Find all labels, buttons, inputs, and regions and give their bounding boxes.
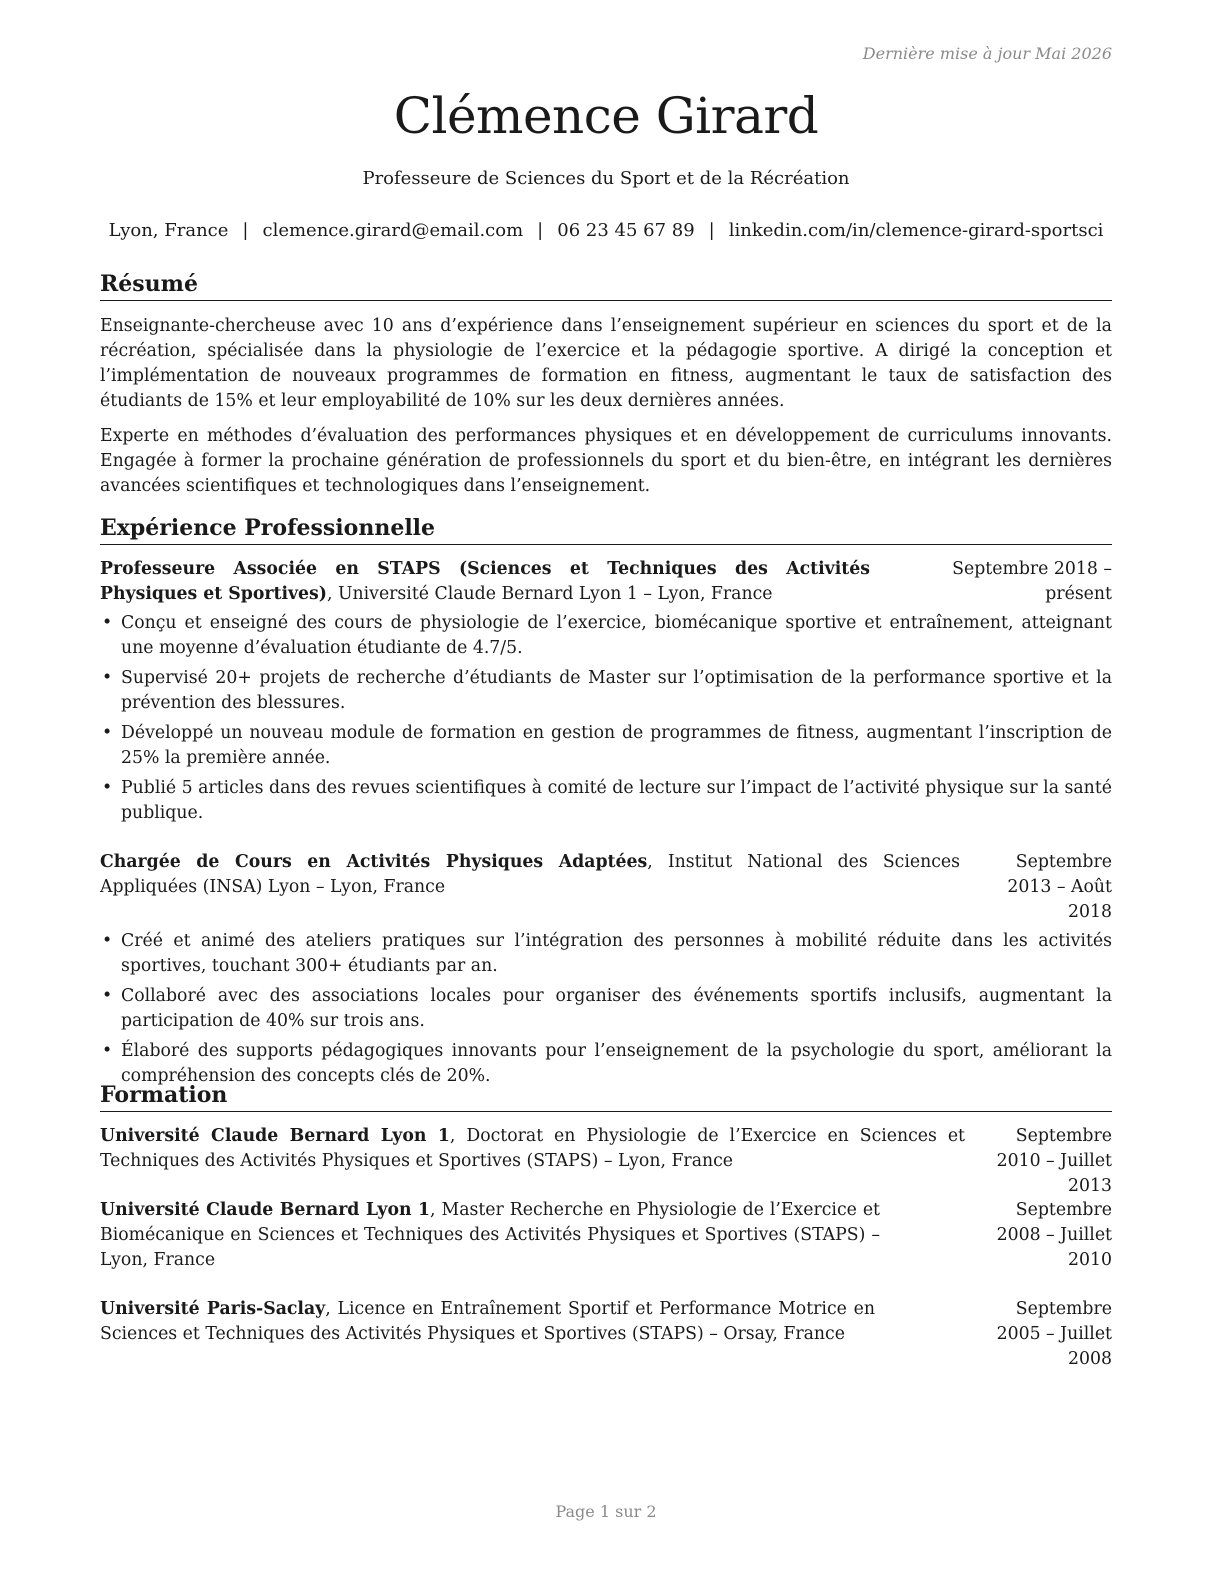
contact-email[interactable]: clemence.girard@email.com (262, 220, 524, 241)
contact-phone[interactable]: 06 23 45 67 89 (557, 220, 695, 241)
experience-entry (100, 850, 1112, 1094)
list-item: • Créé et animé des ateliers pratiques sur l’intégration des personnes à mobilité réduite dans les activités sportives, touchant 300+ étudiants par an. (102, 931, 1112, 976)
education-heading: Formation (100, 1081, 1112, 1112)
job-role: Chargée de Cours en Activités Physiques Adaptées (100, 852, 648, 872)
education-entry (100, 1198, 1112, 1273)
list-item: • Conçu et enseigné des cours de physiologie de l’exercice, biomécanique sportive et entraînement, atteignant une moyenne d’évaluation étudiante de 4.7/5. (102, 613, 1112, 658)
contact-location: Lyon, France (108, 220, 229, 241)
job-dates: Septembre 2018 – présent (952, 559, 1112, 604)
job-role: Professeure Associée en STAPS (Sciences et Techniques des Activités Physiques et Sportives) (100, 559, 870, 604)
list-item: • Supervisé 20+ projets de recherche d’étudiants de Master sur l’optimisation de la performance sportive et la prévention des blessures. (102, 668, 1112, 713)
degree-name: , Doctorat en Physiologie de l’Exercice en Sciences et Techniques des Activités Physiques et Sportives (STAPS) – Lyon, France (100, 1126, 966, 1171)
list-item: • Publié 5 articles dans des revues scientifiques à comité de lecture sur l’impact de l’activité physique sur la santé publique. (102, 778, 1112, 823)
page-number: Page 1 sur 2 (555, 1502, 657, 1521)
contact-separator: | (242, 220, 249, 241)
contact-linkedin[interactable]: linkedin.com/in/clemence-girard-sportsci (728, 220, 1104, 241)
experience-entry (100, 557, 1112, 831)
degree-dates: Septembre 2010 – Juillet 2013 (996, 1126, 1112, 1196)
education-entry (100, 1297, 1112, 1372)
bullet-icon: • (102, 668, 113, 688)
candidate-title: Professeure de Sciences du Sport et de la Récréation (362, 168, 850, 189)
job-dates: Septembre 2013 – Août 2018 (1007, 852, 1112, 922)
bullet-icon: • (102, 986, 113, 1006)
job-heading (100, 557, 870, 607)
summary-paragraph: Experte en méthodes d’évaluation des performances physiques et en développement de curriculums innovants. Engagée à former la prochaine génération de professionnels du sport et du bien-être, en intégrant les dernières avancées scientifiques et technologiques dans l’enseignement. (100, 426, 1112, 496)
bullet-icon: • (102, 778, 113, 798)
job-heading (100, 850, 960, 925)
list-item: • Collaboré avec des associations locales pour organiser des événements sportifs inclusifs, augmentant la participation de 40% sur trois ans. (102, 986, 1112, 1031)
summary-paragraph: Enseignante-chercheuse avec 10 ans d’expérience dans l’enseignement supérieur en sciences du sport et de la récréation, spécialisée dans la physiologie de l’exercice et la pédagogie sportive. A dirigé la conception et l’implémentation de nouveaux programmes de formation en fitness, augmentant le taux de satisfaction des étudiants de 15% et leur employabilité de 10% sur les deux dernières années. (100, 316, 1112, 411)
job-bullets (100, 929, 1112, 1089)
bullet-icon: • (102, 931, 113, 951)
job-org: , Institut National des Sciences Appliquées (INSA) Lyon – Lyon, France (100, 852, 961, 897)
experience-heading: Expérience Professionnelle (100, 514, 1112, 545)
school-name: Université Paris-Saclay (100, 1299, 326, 1319)
job-bullets (100, 611, 1112, 826)
education-entry (100, 1124, 1112, 1199)
degree-heading (100, 1198, 880, 1273)
degree-heading (100, 1124, 965, 1199)
degree-heading (100, 1297, 875, 1372)
degree-name: , Licence en Entraînement Sportif et Performance Motrice en Sciences et Techniques des Activités Physiques et Sportives (STAPS) – Orsay, France (100, 1299, 875, 1344)
degree-dates: Septembre 2008 – Juillet 2010 (996, 1200, 1112, 1270)
list-item: • Élaboré des supports pédagogiques innovants pour l’enseignement de la psychologie du sport, améliorant la compréhension des concepts clés de 20%. (102, 1041, 1112, 1086)
last-updated: Dernière mise à jour Mai 2026 (862, 44, 1112, 63)
degree-dates: Septembre 2005 – Juillet 2008 (996, 1299, 1112, 1369)
list-item: • Développé un nouveau module de formation en gestion de programmes de fitness, augmentant l’inscription de 25% la première année. (102, 723, 1112, 768)
contact-separator: | (708, 220, 715, 241)
contact-line (100, 220, 1112, 241)
bullet-icon: • (102, 723, 113, 743)
school-name: Université Claude Bernard Lyon 1 (100, 1126, 450, 1146)
contact-separator: | (537, 220, 544, 241)
candidate-name: Clémence Girard (393, 87, 819, 145)
summary-heading: Résumé (100, 270, 1112, 301)
job-org: , Université Claude Bernard Lyon 1 – Lyon, France (326, 584, 773, 604)
bullet-icon: • (102, 613, 113, 633)
bullet-icon: • (102, 1041, 113, 1061)
degree-name: , Master Recherche en Physiologie de l’Exercice et Biomécanique en Sciences et Techniques des Activités Physiques et Sportives (STAPS) – Lyon, France (100, 1200, 880, 1270)
school-name: Université Claude Bernard Lyon 1 (100, 1200, 431, 1220)
